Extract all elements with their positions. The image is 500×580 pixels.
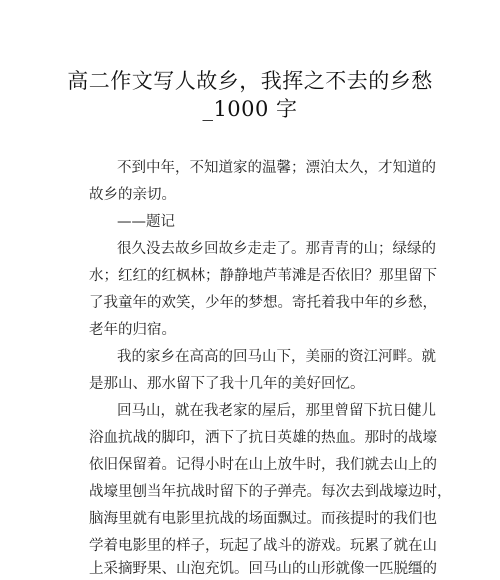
body-line: 依旧保留着。记得小时在山上放牛时，我们就去山上的 [89,457,437,473]
body-line: 浴血抗战的脚印，洒下了抗日英雄的热血。那时的战壕 [89,430,437,446]
body-line: 很久没去故乡回故乡走走了。那青青的山；绿绿的 [117,241,436,257]
body-line: 了我童年的欢笑，少年的梦想。寄托着我中年的乡愁， [89,295,437,311]
document-title-line-2: _1000 字 [202,97,298,121]
body-line: 故乡的亲切。 [89,187,176,203]
body-line: 战壕里刨当年抗战时留下的子弹壳。每次去到战壕边时， [89,484,452,500]
document-title-line-1: 高二作文写人故乡，我挥之不去的乡愁 [67,69,433,93]
body-line: 上采摘野果、山泡充饥。回马山的山形就像一匹脱缰的 [89,561,437,577]
body-line: 是那山、那水留下了我十几年的美好回忆。 [89,376,365,392]
body-line: 老年的归宿。 [89,322,176,338]
body-line: 我的家乡在高高的回马山下，美丽的资江河畔。就 [117,349,436,365]
body-line: 回马山，就在我老家的屋后，那里曾留下抗日健儿 [117,403,436,419]
body-line: 脑海里就有电影里抗战的场面飘过。而孩提时的我们也 [89,511,437,527]
epigraph-attribution: ——题记 [117,214,175,230]
body-line: 学着电影里的样子，玩起了战斗的游戏。玩累了就在山 [89,538,437,554]
body-line: 不到中年，不知道家的温馨；漂泊太久，才知道的 [117,160,436,176]
body-line: 水；红红的红枫林；静静地芦苇滩是否依旧？那里留下 [89,268,437,284]
